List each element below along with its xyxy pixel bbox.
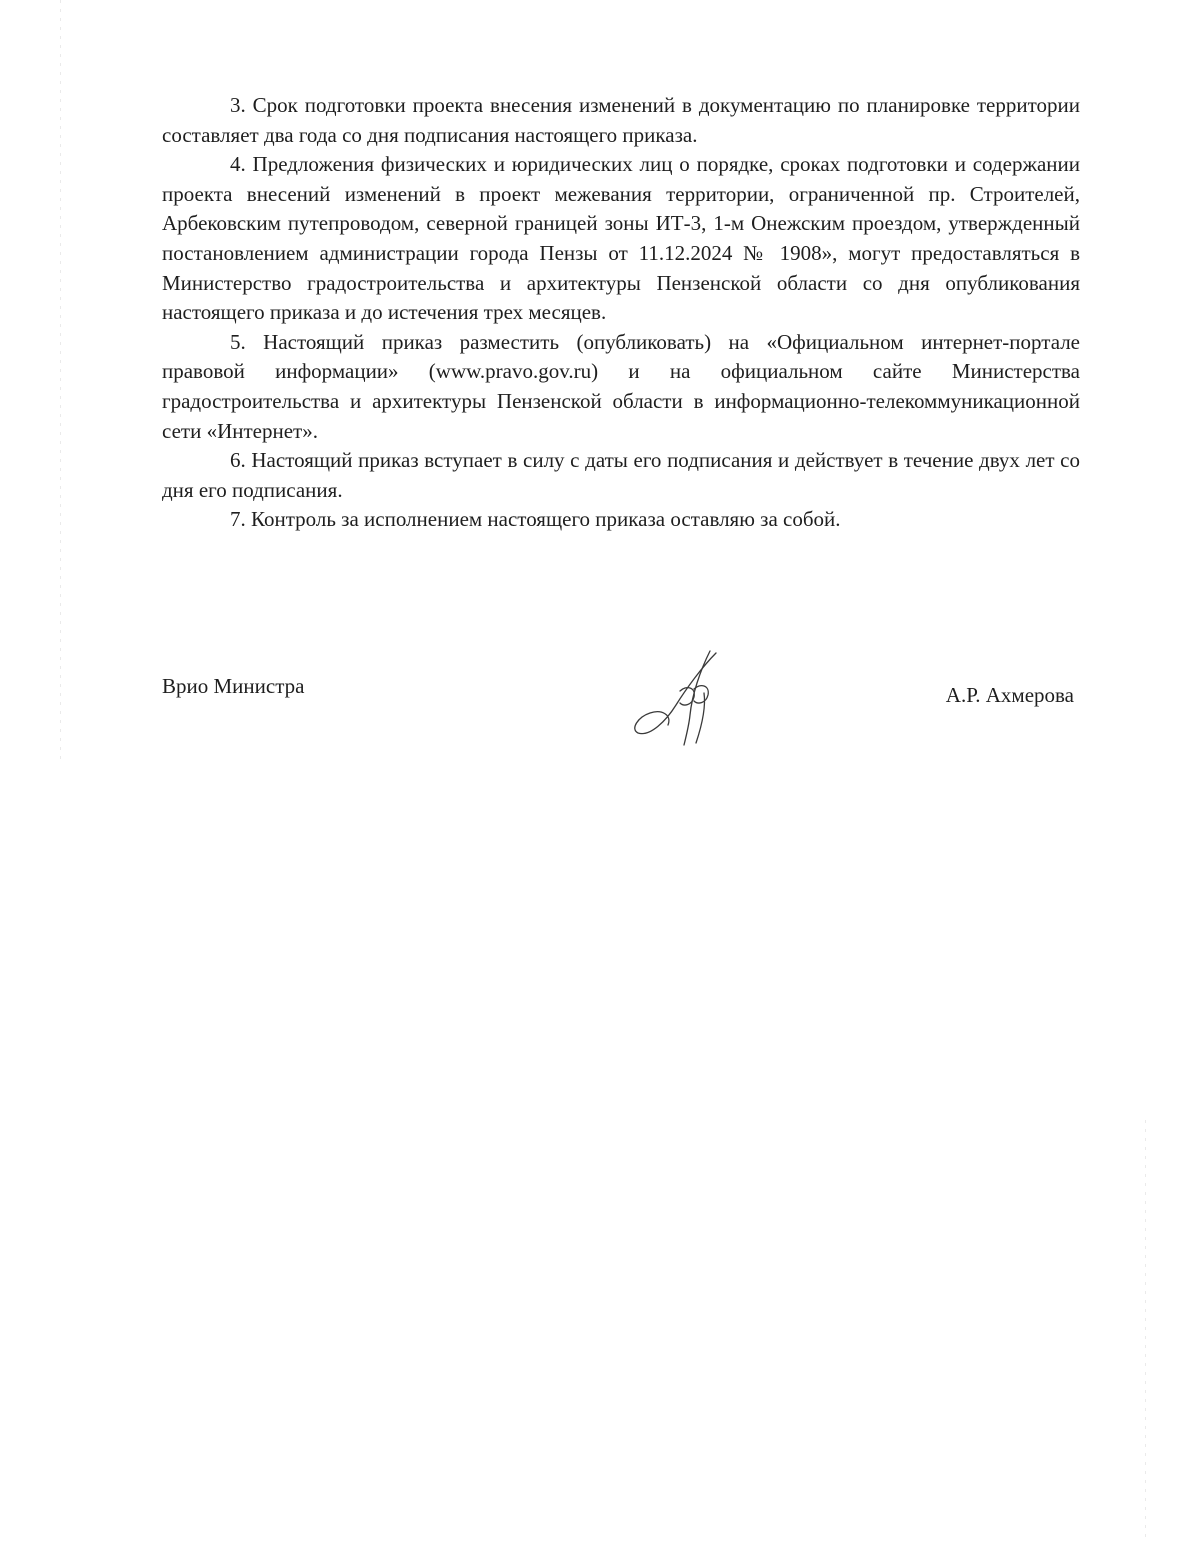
signatory-position: Врио Министра <box>162 674 305 698</box>
signatory-name: А.Р. Ахмерова <box>945 683 1074 707</box>
paragraph-5: 5. Настоящий приказ разместить (опубликовать) на «Официальном интернет-портале правовой информации» (www.pravo.gov.ru) и на официальном сайте Министерства градостроительства и архитектуры Пензенской области в информационно-телекоммуникационной сети «Интернет». <box>162 329 1080 443</box>
handwritten-signature <box>620 645 730 755</box>
scan-edge-left <box>60 0 61 760</box>
scan-edge-right <box>1145 1120 1146 1540</box>
paragraph-6: 6. Настоящий приказ вступает в силу с даты его подписания и действует в течение двух лет со дня его подписания. <box>162 448 1080 502</box>
paragraph-7: 7. Контроль за исполнением настоящего приказа оставляю за собой. <box>230 507 841 532</box>
document-body <box>162 91 1080 535</box>
paragraph-3: 3. Срок подготовки проекта внесения изменений в документацию по планировке территории составляет два года со дня подписания настоящего приказа. <box>162 93 1080 147</box>
paragraph-4: 4. Предложения физических и юридических лиц о порядке, сроках подготовки и содержании проекта внесений изменений в проект межевания территории, ограниченной пр. Строителей, Арбековским путепроводом, северной границей зоны ИТ-3, 1-м Онежским проездом, утвержденный постановлением администрации города Пензы от 11.12.2024 № 1908», могут предоставляться в Министерство градостроительства и архитектуры Пензенской области со дня опубликования настоящего приказа и до истечения трех месяцев. <box>162 152 1080 325</box>
